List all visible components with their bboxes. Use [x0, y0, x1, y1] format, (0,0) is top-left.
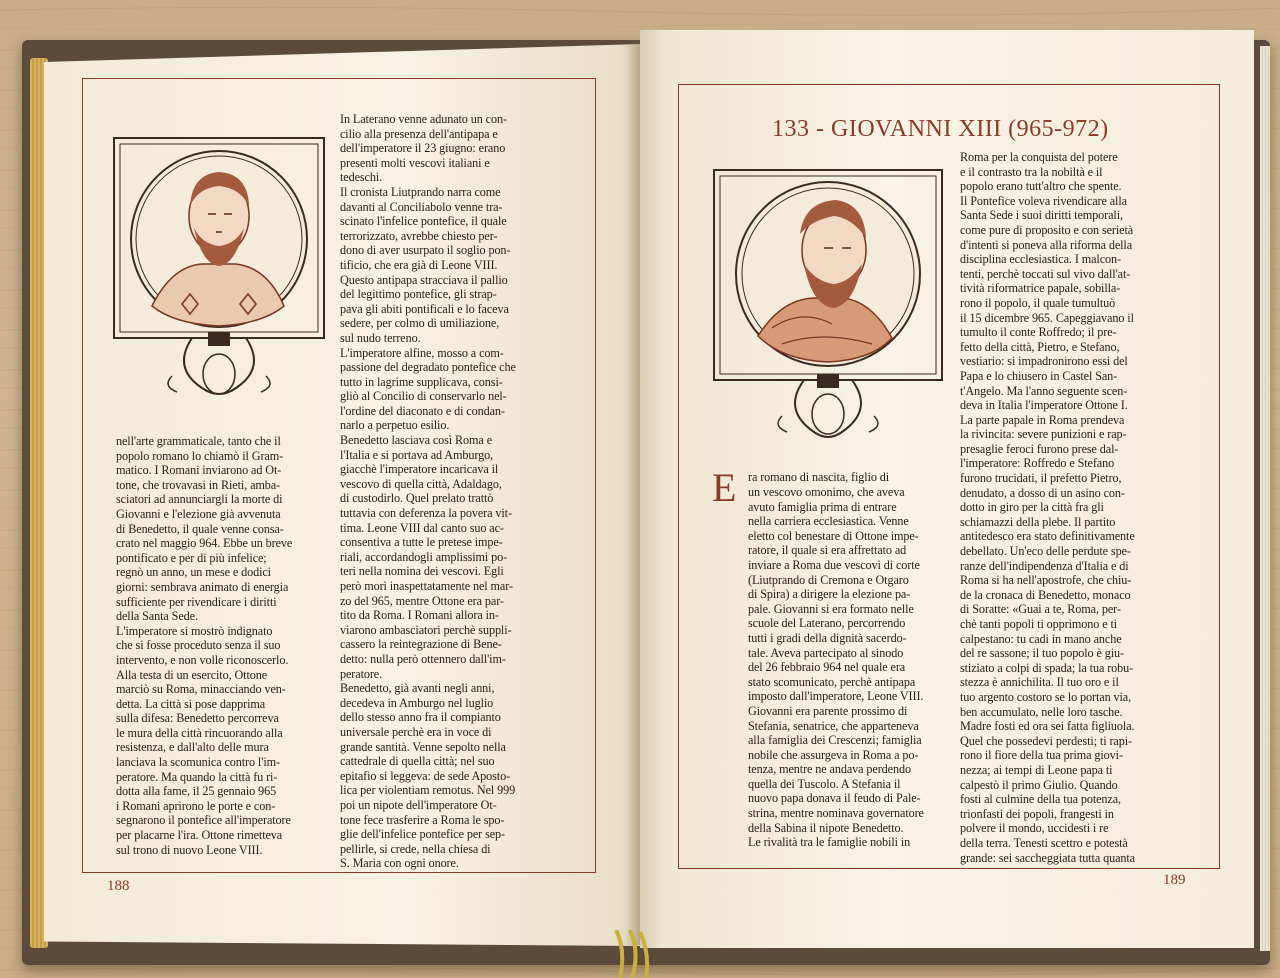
text-line: sedere, per colmo di umiliazione,	[340, 316, 500, 331]
text-line: del 26 febbraio 964 nel quale era	[748, 660, 906, 675]
text-line: dotto in giro per la città fra gli	[960, 500, 1104, 515]
text-line: marciò su Roma, minacciando ven-	[116, 682, 286, 697]
text-line: cassero la reintegrazione di Bene-	[340, 637, 502, 652]
text-line: stiziato a colpi di spada; la tua robu-	[960, 660, 1134, 675]
text-line: universale perchè era in voce di	[340, 724, 492, 739]
text-line: terrorizzato, avrebbe chiesto per-	[340, 228, 498, 243]
text-line: Le rivalità tra le famiglie nobili in	[748, 835, 911, 850]
text-line: antitedesco era stato definitivamente	[960, 529, 1135, 544]
page-number-left: 188	[107, 878, 130, 894]
text-line: ranze dell'indipendenza d'Italia e di	[960, 558, 1129, 573]
text-line: crato nel maggio 964. Ebbe un breve	[116, 536, 293, 551]
text-line: sufficiente per rivendicare i diritti	[116, 594, 277, 609]
text-line: dello stesso anno fra il compianto	[340, 710, 501, 725]
text-line: Il Pontefice voleva rivendicare alla	[960, 193, 1127, 208]
text-line: tima. Leone VIII dal canto suo ac-	[340, 520, 504, 535]
text-line: Giovanni e l'elezione già avvenuta	[116, 506, 281, 521]
text-line: cattedrale di quella città; nel suo	[340, 754, 495, 769]
text-line: e il contrasto tra la nobiltà e il	[960, 164, 1103, 179]
text-line: tività riformatrice papale, sobilla-	[960, 281, 1121, 296]
text-line: rono il fiore della tua prima giovi-	[960, 748, 1123, 763]
text-line: tito da Roma. I Romani allora in-	[340, 608, 499, 623]
text-line: presaglie feroci furono prese dal-	[960, 441, 1119, 456]
text-line: tuo argento costoro se lo portan via,	[960, 689, 1132, 704]
bookmark-ribbon	[606, 930, 656, 978]
text-line: calpestano: tu cadi in mano anche	[960, 631, 1122, 646]
text-line: dono di aver usurpato il soglio pon-	[340, 243, 511, 258]
text-line: sciatori ad annunciargli la morte di	[116, 492, 283, 507]
right-page-right-column	[960, 150, 1135, 865]
text-line: chè tanti popoli ti opprimono e ti	[960, 617, 1118, 631]
text-line: di Soratte: «Guai a te, Roma, per-	[960, 602, 1121, 617]
text-line: trionfasti dei popoli, frangesti in	[960, 806, 1114, 821]
text-line: l'imperatore: Roffredo e Stefano	[960, 456, 1115, 471]
text-line: vescovo di quella città, Adaldago,	[340, 476, 502, 491]
right-page-left-column	[748, 485, 924, 850]
text-line: Benedetto, già avanti negli anni,	[340, 681, 495, 696]
text-line: popolo erano tutt'altro che spente.	[960, 179, 1122, 194]
text-line: dell'imperatore il 23 giugno: erano	[340, 141, 506, 156]
text-line: polvere il mondo, uccidesti i re	[960, 821, 1109, 836]
text-line: decedeva in Amburgo nel luglio	[340, 695, 494, 710]
text-line: eletto col benestare di Ottone impe-	[748, 528, 919, 543]
right-page-left-column-first-line: ra romano di nascita, figlio di	[748, 470, 890, 484]
text-line: di Benedetto, il quale venne consa-	[116, 521, 284, 536]
text-line: deva in Italia l'imperatore Ottone I.	[960, 398, 1128, 413]
text-line: Santa Sede i suoi diritti temporali,	[960, 208, 1123, 223]
text-line: alla famiglia dei Crescenzi; famiglia	[748, 733, 922, 748]
text-line: poi un nipote dell'imperatore Ot-	[340, 797, 497, 812]
text-line: del re sassone; il tuo popolo è giu-	[960, 646, 1124, 661]
left-page-right-column	[340, 112, 516, 871]
text-line: avuto famiglia prima di entrare	[748, 499, 897, 514]
text-line: d'intenti si poneva alla riforma della	[960, 237, 1133, 252]
text-line: peratore. Ma quando la città fu ri-	[116, 769, 278, 784]
text-line: tificio, che era già di Leone VIII.	[340, 257, 498, 272]
text-line: epitafio si leggeva: de sede Aposto-	[340, 768, 511, 783]
text-line: tone, che trovavasi in Rieti, amba-	[116, 477, 281, 492]
text-line: grande santità. Venne sepolto nella	[340, 739, 506, 754]
text-line: gliò al Concilio di conservarlo nel-	[340, 389, 507, 404]
text-line: passione del degradato pontefice che	[340, 360, 516, 375]
pope-portrait-left	[112, 136, 326, 408]
text-line: Benedetto lasciava così Roma e	[340, 433, 492, 448]
text-line: del legittimo pontefice, gli strap-	[340, 287, 497, 302]
text-line: l'Italia e si portava ad Amburgo,	[340, 447, 494, 462]
text-line: stezza è annichilita. Il tuo oro e il	[960, 675, 1119, 690]
text-line: vestiario: si impadronirono essi del	[960, 354, 1128, 369]
text-line: lica per violentiam remotus. Nel 999	[340, 783, 516, 798]
text-line: Quel che possedevi perdesti; ti rapi-	[960, 733, 1132, 748]
text-line: consentiva a tutte le pretese impe-	[340, 535, 503, 550]
text-line: Roma per la conquista del potere	[960, 150, 1118, 164]
text-line: zo del 965, mentre Ottone era par-	[340, 593, 504, 608]
text-line: t'Angelo. Ma l'anno seguente scen-	[960, 383, 1128, 398]
text-line: l'ordine del diaconato e di condan-	[340, 403, 505, 418]
text-line: imposto dall'imperatore, Leone VIII.	[748, 689, 924, 704]
text-line: di custodirlo. Quel prelato trattò	[340, 491, 494, 506]
text-line: popolo romano lo chiamò il Gram-	[116, 448, 284, 463]
text-line: peratore.	[340, 666, 383, 681]
text-line: strina, mentre nominava governatore	[748, 806, 924, 821]
text-line: pava gli abiti pontificali e lo faceva	[340, 301, 509, 316]
text-line: lanciava la scomunica contro l'im-	[116, 755, 280, 770]
text-line: resistenza, e dall'alto delle mura	[116, 740, 269, 755]
text-line: tone fece trasferire a Roma le spo-	[340, 812, 505, 827]
text-line: nell'arte grammaticale, tanto che il	[116, 434, 281, 448]
text-line: narlo a perpetuo esilio.	[340, 418, 450, 433]
text-line: L'imperatore si mostrò indignato	[116, 623, 273, 638]
text-line: pontificato e per di più infelice;	[116, 550, 267, 565]
text-line: come pure di proposito e con serietà	[960, 222, 1134, 237]
text-line: il 15 dicembre 965. Capeggiavano il	[960, 310, 1134, 325]
text-line: pale. Giovanni si era formato nelle	[748, 601, 914, 616]
text-line: grande: sei saccheggiata tutta quanta	[960, 850, 1135, 865]
text-line: davanti al Conciliabolo venne tra-	[340, 199, 503, 214]
text-line: Madre fosti ed ora sei fatta figliuola.	[960, 719, 1135, 734]
page-edge	[1260, 46, 1270, 951]
text-line: per placarne l'ira. Ottone rimetteva	[116, 828, 283, 843]
text-line: Stefania, senatrice, che apparteneva	[748, 718, 919, 733]
text-line: nezza; ai tempi di Leone papa ti	[960, 762, 1113, 777]
text-line: sul trono di nuovo Leone VIII.	[116, 842, 263, 857]
pope-portrait-right	[712, 168, 944, 442]
text-line: della terra. Tenesti scettro e potestà	[960, 835, 1128, 850]
text-line: Roma si ha nell'apostrofe, che chiu-	[960, 573, 1132, 588]
text-line: giacchè l'imperatore incaricava il	[340, 462, 499, 477]
text-line: tedeschi.	[340, 170, 383, 185]
text-line: teri nella nomina dei vescovi. Egli	[340, 564, 504, 579]
text-line: tale. Aveva partecipato al sinodo	[748, 645, 904, 660]
text-line: rono il popolo, il quale tumultuò	[960, 295, 1116, 310]
text-line: intervento, e non volle riconoscerlo.	[116, 652, 289, 667]
text-line: nuovo papa donava il feudo di Pale-	[748, 791, 921, 806]
text-line: scuole del Laterano, percorrendo	[748, 616, 906, 631]
text-line: fetto della città, Pietro, e Stefano,	[960, 339, 1120, 354]
text-line: ratore, il quale si era affrettato ad	[748, 543, 907, 558]
text-line: Alla testa di un esercito, Ottone	[116, 667, 268, 682]
text-line: però morì inaspettatamente nel mar-	[340, 579, 513, 593]
left-page-left-column	[116, 434, 292, 857]
text-line: della Santa Sede.	[116, 609, 198, 624]
text-line: Papa e lo chiusero in Castel San-	[960, 368, 1118, 383]
page-number-right: 189	[1163, 872, 1186, 888]
text-line: quella dei Tuscolo. A Stefania il	[748, 776, 901, 791]
chapter-heading: 133 - GIOVANNI XIII (965-972)	[772, 116, 1109, 142]
text-line: inviare a Roma due vescovi di corte	[748, 557, 920, 572]
text-line: un vescovo omonimo, che aveva	[748, 485, 905, 499]
text-line: stato scomunicato, perchè antipapa	[748, 674, 916, 689]
text-line: furono trucidati, il prefetto Pietro,	[960, 471, 1122, 486]
text-line: de la cronaca di Benedetto, monaco	[960, 587, 1131, 602]
text-line: detta. La città si pose dapprima	[116, 696, 266, 711]
text-line: sul nudo terreno.	[340, 330, 421, 345]
text-line: S. Maria con ogni onore.	[340, 856, 459, 871]
text-line: L'imperatore alfine, mosso a com-	[340, 345, 504, 360]
text-line: nella carriera ecclesiastica. Venne	[748, 514, 909, 529]
text-line: cilio alla presenza dell'antipapa e	[340, 126, 498, 141]
text-line: schiamazzi della plebe. Il partito	[960, 514, 1116, 529]
text-line: riali, accordandogli amplissimi po-	[340, 549, 508, 564]
text-line: glie dell'infelice pontefice per sep-	[340, 827, 505, 842]
text-line: giorni: sembrava animato di energia	[116, 579, 289, 594]
text-line: Il cronista Liutprando narra come	[340, 184, 501, 199]
text-line: dotta alla fame, il 25 gennaio 965	[116, 784, 277, 799]
text-line: La parte papale in Roma prendeva	[960, 412, 1125, 427]
text-line: calpestò il primo Giulio. Quando	[960, 777, 1118, 792]
text-line: di Spira) a dirigere la elezione pa-	[748, 587, 911, 602]
text-line: detto: nulla però ottennero dall'im-	[340, 651, 506, 666]
text-line: ben accumulato, nelle loro tasche.	[960, 704, 1123, 719]
text-line: tutto in lagrime supplicava, consi-	[340, 374, 503, 389]
text-line: pellirle, si crede, nella chiesa di	[340, 841, 491, 856]
text-line: regnò un anno, un mese e dodici	[116, 565, 271, 580]
text-line: tuttavia con deferenza la povera vit-	[340, 506, 512, 521]
text-line: i Romani aprirono le porte e con-	[116, 798, 276, 813]
text-line: debellato. Un'eco delle perdute spe-	[960, 544, 1131, 559]
text-line: presenti molti vescovi italiani e	[340, 155, 490, 170]
text-line: scinato l'infelice pontefice, il quale	[340, 214, 507, 229]
drop-cap: E	[712, 465, 737, 510]
text-line: tutti i gradi della dignità sacerdo-	[748, 630, 907, 645]
text-line: che si fosse proceduto senza il suo	[116, 638, 281, 653]
text-line: tenza, mentre ne andava perdendo	[748, 762, 911, 777]
text-line: nobile che assurgeva in Roma a po-	[748, 747, 919, 762]
text-line: (Liutprando di Cremona e Otgaro	[748, 572, 909, 587]
text-line: tumulto il conte Roffredo; il pre-	[960, 325, 1117, 340]
text-line: fosti al culmine della tua potenza,	[960, 792, 1121, 807]
text-line: la rivincita: severe punizioni e rap-	[960, 427, 1127, 442]
text-line: denudato, a dosso di un asino con-	[960, 485, 1125, 500]
text-line: matico. I Romani inviarono ad Ot-	[116, 463, 282, 478]
text-line: segnarono il pontefice all'imperatore	[116, 813, 291, 828]
text-line: le mura della città rincuorando alla	[116, 725, 283, 740]
text-line: tenti, perchè toccati sul vivo dall'at-	[960, 266, 1131, 281]
text-line: disciplina ecclesiastica. I malcon-	[960, 252, 1121, 267]
text-line: viarono ambasciatori perchè suppli-	[340, 622, 512, 637]
text-line: Giovanni era parente prossimo di	[748, 703, 908, 718]
text-line: In Laterano venne adunato un con-	[340, 112, 507, 126]
text-line: della Sabina il nipote Benedetto.	[748, 820, 904, 835]
text-line: Questo antipapa stracciava il pallio	[340, 272, 508, 287]
text-line: sulla difesa: Benedetto percorreva	[116, 711, 279, 726]
